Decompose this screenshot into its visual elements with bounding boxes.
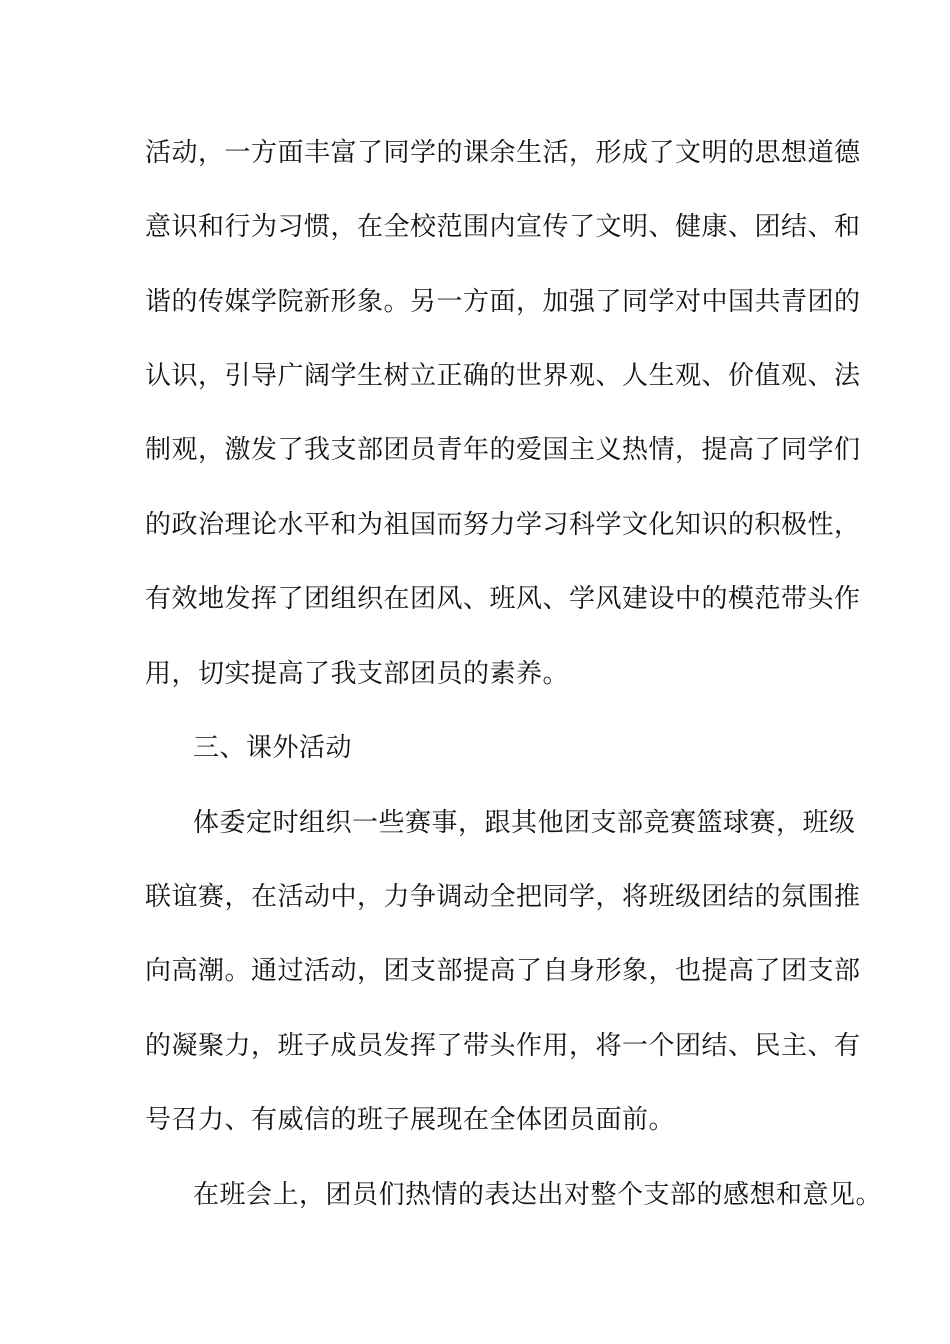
paragraph-line: 用，切实提高了我支部团员的素养。 — [145, 659, 570, 689]
paragraph-line: 谐的传媒学院新形象。另一方面，加强了同学对中国共青团的 — [145, 287, 861, 317]
paragraph-line: 认识，引导广阔学生树立正确的世界观、人生观、价值观、法 — [145, 361, 861, 391]
paragraph-line: 的凝聚力，班子成员发挥了带头作用，将一个团结、民主、有 — [145, 1031, 861, 1061]
paragraph-line: 有效地发挥了团组织在团风、班风、学风建设中的模范带头作 — [145, 584, 861, 614]
paragraph-line: 向高潮。通过活动，团支部提高了自身形象，也提高了团支部 — [145, 956, 861, 986]
paragraph-line: 意识和行为习惯，在全校范围内宣传了文明、健康、团结、和 — [145, 212, 861, 242]
paragraph-line: 活动，一方面丰富了同学的课余生活，形成了文明的思想道德 — [145, 138, 861, 168]
paragraph-line: 联谊赛，在活动中，力争调动全把同学，将班级团结的氛围推 — [145, 882, 861, 912]
paragraph-line: 制观，激发了我支部团员青年的爱国主义热情，提高了同学们 — [145, 435, 861, 465]
paragraph-line: 在班会上，团员们热情的表达出对整个支部的感想和意见。 — [193, 1180, 883, 1210]
paragraph-line: 号召力、有威信的班子展现在全体团员面前。 — [145, 1105, 676, 1135]
paragraph-line: 体委定时组织一些赛事，跟其他团支部竞赛篮球赛，班级 — [193, 808, 856, 838]
paragraph-line: 的政治理论水平和为祖国而努力学习科学文化知识的积极性， — [145, 510, 861, 540]
section-heading: 三、课外活动 — [193, 733, 353, 763]
